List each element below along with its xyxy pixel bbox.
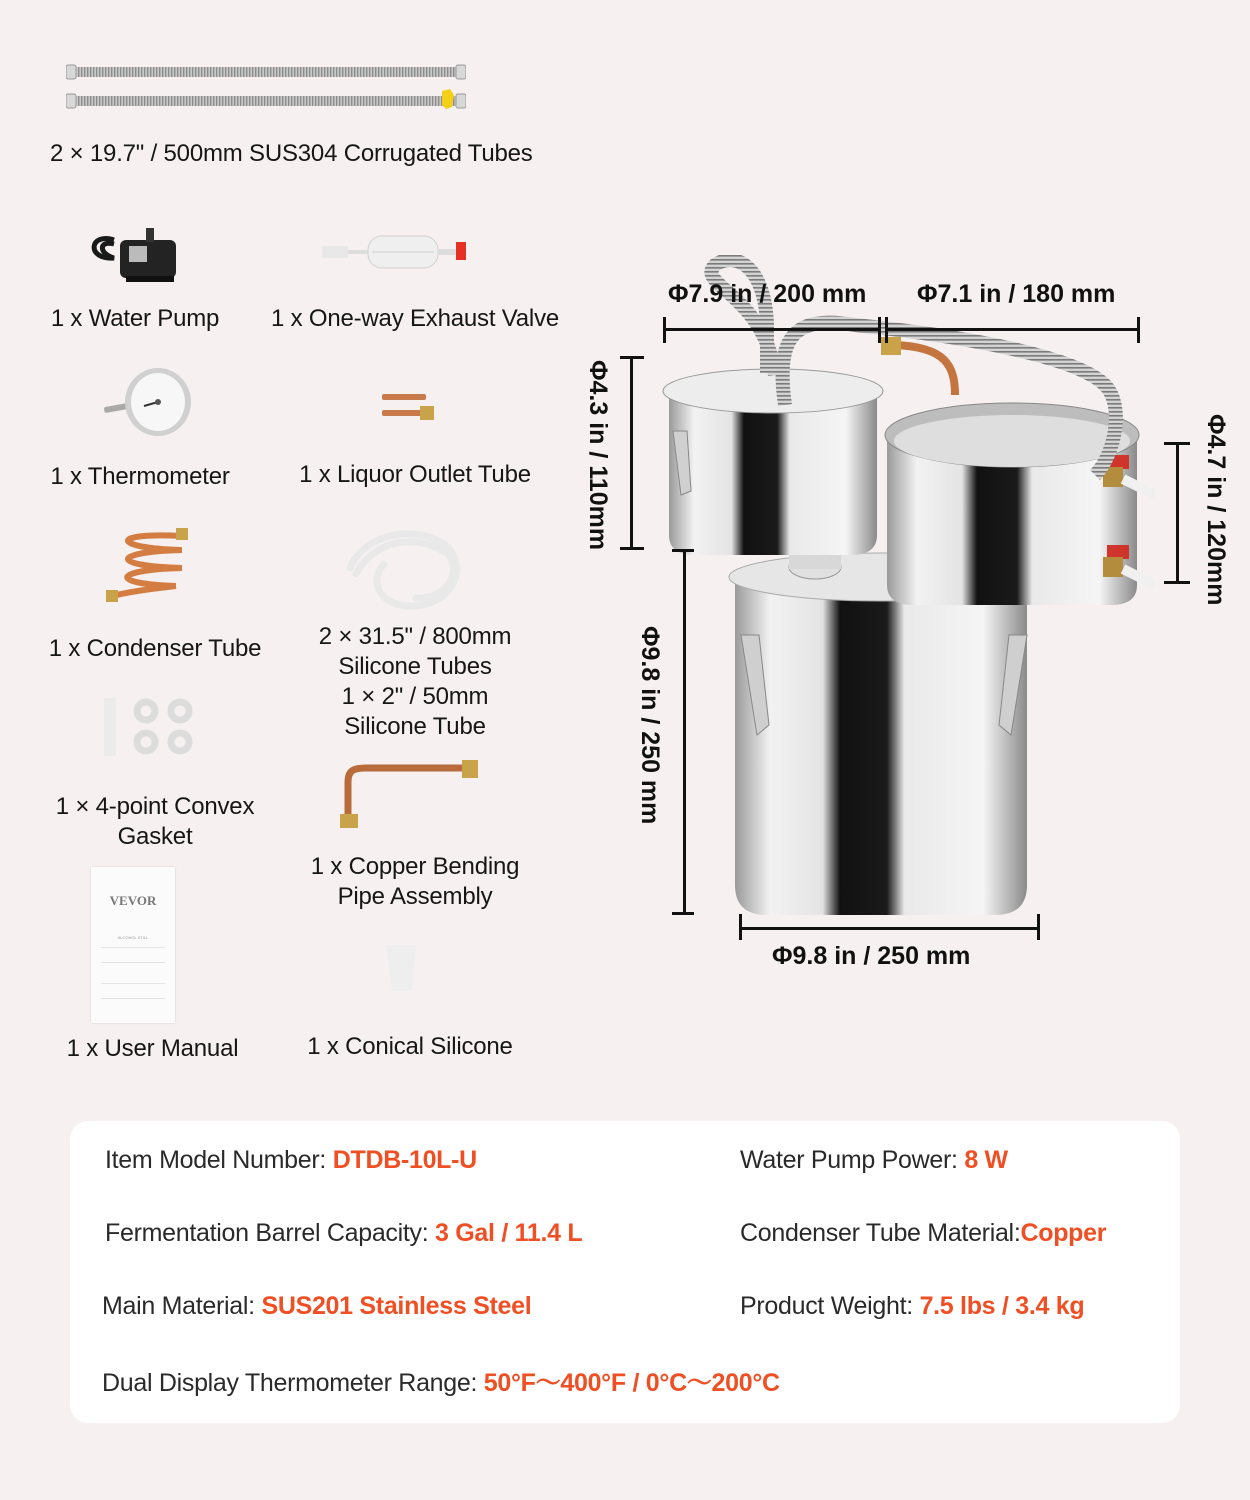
silicone-tubes-label-line: 2 × 31.5" / 800mm [318,623,512,650]
spec-value: 50°F～400°F / 0°C～200°C [483,1369,780,1397]
dim-tick [672,549,694,552]
exhaust-valve-image [320,232,480,272]
spec-label: Product Weight: [740,1292,920,1320]
dim-tick [620,547,644,550]
distiller-product-image [655,255,1155,925]
spec-model-number [105,1145,477,1175]
spec-label: Item Model Number: [105,1146,333,1174]
barrel-width-label: Φ9.8 in / 250 mm [772,942,971,970]
cooling-pot-height-label: Φ4.7 in / 120mm [1202,414,1230,606]
small-pot-width-label: Φ7.9 in / 200 mm [668,280,867,308]
small-pot-height-label: Φ4.3 in / 110mm [584,360,612,551]
dim-tick [885,317,888,343]
barrel-height-line [683,550,686,914]
spec-label: Water Pump Power: [740,1146,965,1174]
copper-pipe-label-line: 1 x Copper Bending [310,853,520,880]
dim-tick [1164,581,1190,584]
water-pump-image [84,218,194,284]
spec-condenser-material [740,1218,1106,1248]
silicone-tubes-label [270,622,560,742]
cooling-pot-width-line [887,328,1139,331]
silicone-tubes-label-line: 1 × 2" / 50mm [341,683,489,710]
spec-product-weight [740,1291,1084,1321]
barrel-height-label: Φ9.8 in / 250 mm [636,626,664,825]
convex-gasket-image [100,696,196,758]
copper-pipe-image [332,758,482,830]
spec-value: 3 Gal / 11.4 L [435,1219,583,1247]
spec-pump-power [740,1145,1008,1175]
spec-label: Dual Display Thermometer Range: [102,1369,484,1397]
condenser-tube-label: 1 x Condenser Tube [48,635,262,662]
dim-tick [672,912,694,915]
spec-thermometer-range [102,1368,780,1398]
thermometer-label: 1 x Thermometer [50,463,230,490]
liquor-outlet-tube-image [382,392,438,422]
spec-value: Copper [1020,1219,1107,1247]
condenser-tube-image [100,524,196,606]
corrugated-tubes-image [66,64,466,112]
dim-tick [663,317,666,343]
user-manual-image [91,867,175,1023]
copper-pipe-label-line: Pipe Assembly [337,883,493,910]
manual-brand: VEVOR [109,893,157,908]
conical-silicone-image [386,943,416,993]
barrel-width-line [740,927,1040,930]
spec-main-material [102,1291,531,1321]
dim-tick [620,356,644,359]
spec-label: Fermentation Barrel Capacity: [105,1219,436,1247]
spec-value: DTDB-10L-U [332,1146,477,1174]
manual-title: ALCOHOL STILL [117,935,149,940]
silicone-tubes-label-line: Silicone Tubes [338,653,492,680]
small-pot-width-line [664,328,880,331]
exhaust-valve-label: 1 x One-way Exhaust Valve [270,305,560,332]
spec-barrel-capacity [105,1218,582,1248]
dim-tick [1137,317,1140,343]
corrugated-tubes-label: 2 × 19.7" / 500mm SUS304 Corrugated Tubes [50,140,533,167]
spec-value: 8 W [964,1146,1008,1174]
spec-label: Condenser Tube Material: [740,1219,1021,1247]
dim-tick [739,914,742,940]
silicone-tubes-image [344,524,470,612]
dim-tick [878,317,881,343]
convex-gasket-label-line: 1 × 4-point Convex [55,793,255,820]
cooling-pot-height-line [1176,443,1179,583]
convex-gasket-label [30,792,280,852]
small-pot-height-line [630,357,633,549]
silicone-tubes-label-line: Silicone Tube [344,713,486,740]
conical-silicone-label: 1 x Conical Silicone [307,1033,513,1060]
copper-pipe-label [270,852,560,912]
dim-tick [1037,914,1040,940]
spec-label: Main Material: [102,1292,262,1320]
spec-value: 7.5 lbs / 3.4 kg [919,1292,1085,1320]
dim-tick [1164,442,1190,445]
convex-gasket-label-line: Gasket [117,823,193,850]
thermometer-image [104,366,194,438]
cooling-pot-width-label: Φ7.1 in / 180 mm [917,280,1116,308]
spec-value: SUS201 Stainless Steel [261,1292,532,1320]
water-pump-label: 1 x Water Pump [50,305,220,332]
liquor-outlet-tube-label: 1 x Liquor Outlet Tube [299,461,531,488]
user-manual-label: 1 x User Manual [66,1035,239,1062]
